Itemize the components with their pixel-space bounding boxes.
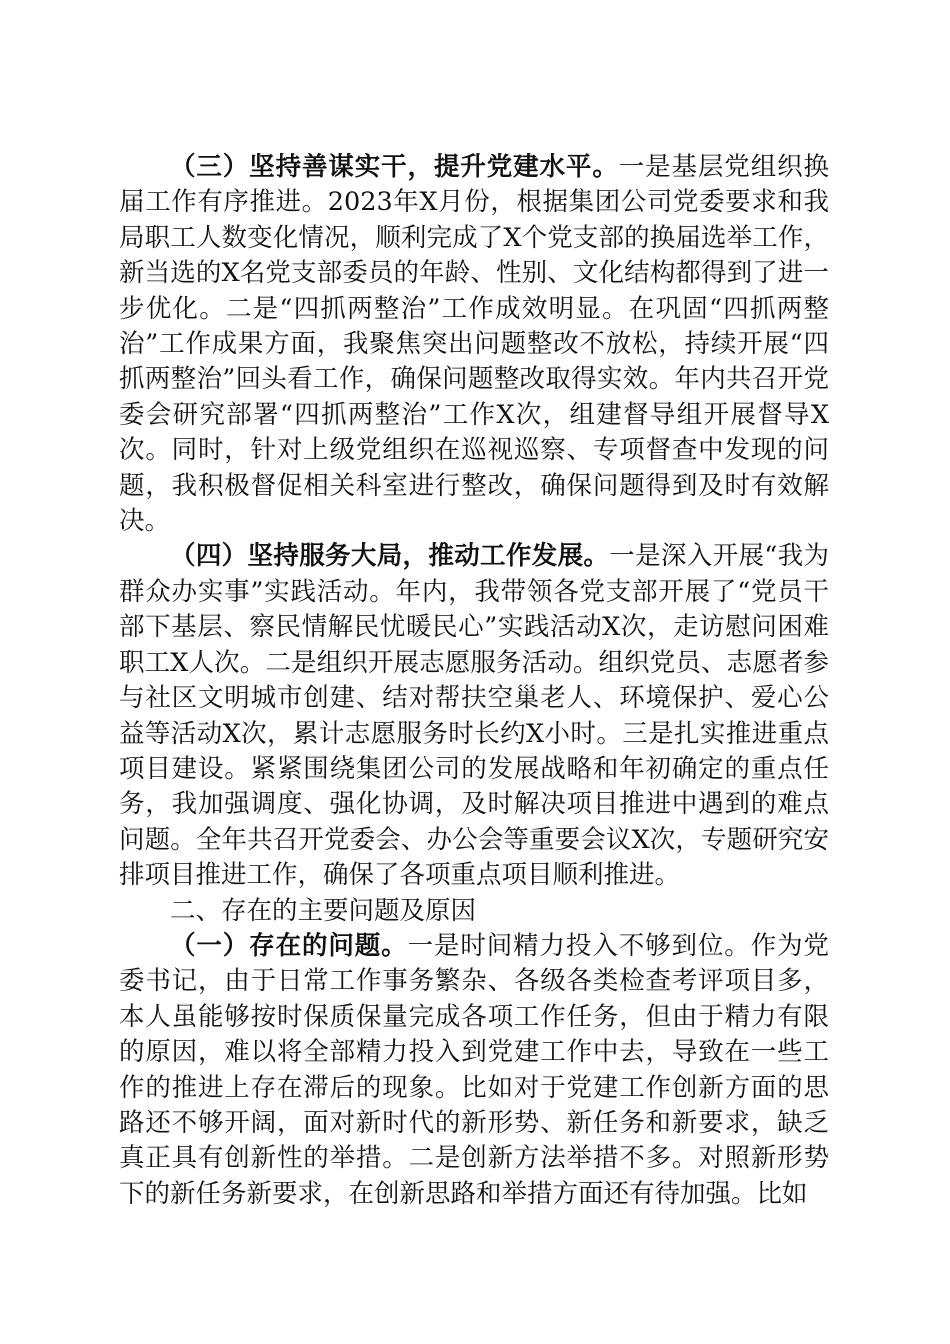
document-body [119,150,829,1212]
paragraph-lead: （四）坚持服务大局，推动工作发展。 [170,541,610,572]
paragraph-text: 一是时间精力投入不够到位。作为党委书记，由于日常工作事务繁杂、各级各类检查考评项目多，本人虽能够按时保质保量完成各项工作任务，但由于精力有限的原因，难以将全部精力投入到党建工作中去，导致在一些工作的推进上存在滞后的现象。比如对于党建工作创新方面的思路还不够开阔，面对新时代的新形势、新任务和新要求，缺乏真正具有创新性的举措。二是创新方法举措不多。对照新形势下的新任务新要求，在创新思路和举措方面还有待加强。比如 [119,930,829,1209]
section-heading-problems: 二、存在的主要问题及原因 [170,895,477,926]
paragraph-text: 一是深入开展“我为群众办实事”实践活动。年内，我带领各党支部开展了“党员干部下基层、察民情解民忧暖民心”实践活动X次，走访慰问困难职工X人次。二是组织开展志愿服务活动。组织党员、志愿者参与社区文明城市创建、结对帮扶空巢老人、环境保护、爱心公益等活动X次，累计志愿服务时长约X小时。三是扎实推进重点项目建设。紧紧围绕集团公司的发展战略和年初确定的重点任务，我加强调度、强化协调，及时解决项目推进中遇到的难点问题。全年共召开党委会、办公会等重要会议X次，专题研究安排项目推进工作，确保了各项重点项目顺利推进。 [119,541,829,891]
paragraph-party-building-level [119,150,829,539]
paragraph-lead: （三）坚持善谋实干，提升党建水平。 [170,152,619,182]
paragraph-serve-overall-situation [119,539,829,893]
paragraph-existing-problems [119,929,829,1212]
paragraph-lead: （一）存在的问题。 [170,930,408,961]
paragraph-text: 一是基层党组织换届工作有序推进。2023年X月份，根据集团公司党委要求和我局职工人数变化情况，顺利完成了X个党支部的换届选举工作，新当选的X名党支部委员的年龄、性别、文化结构都得到了进一步优化。二是“四抓两整治”工作成效明显。在巩固“四抓两整治”工作成果方面，我聚焦突出问题整改不放松，持续开展“四抓两整治”回头看工作，确保问题整改取得实效。年内共召开党委会研究部署“四抓两整治”工作X次，组建督导组开展督导X次。同时，针对上级党组织在巡视巡察、专项督查中发现的问题，我积极督促相关科室进行整改，确保问题得到及时有效解决。 [119,152,829,537]
